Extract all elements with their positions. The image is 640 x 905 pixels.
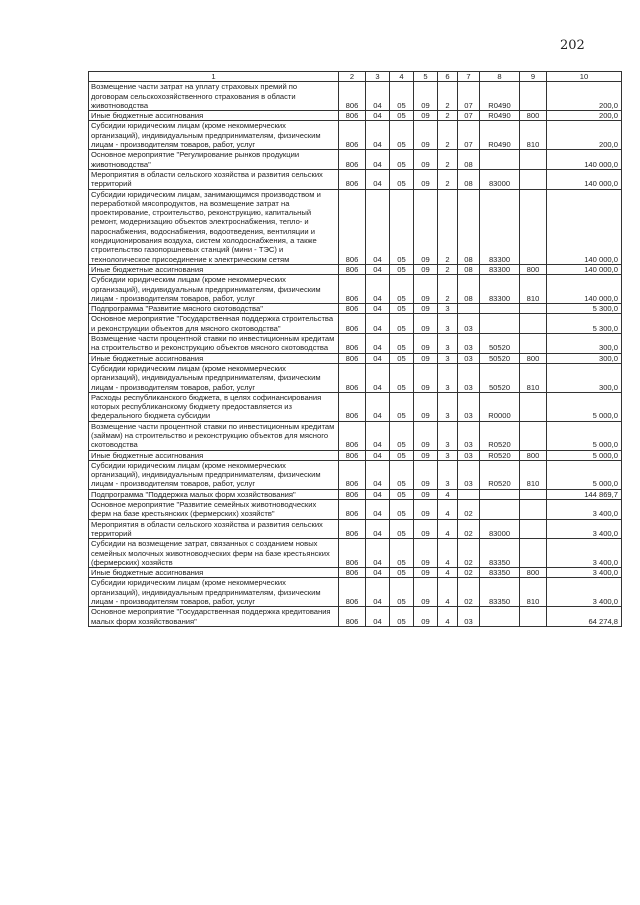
direction-code: [480, 304, 520, 314]
admin-code: 806: [339, 150, 366, 170]
program-code: 09: [414, 568, 438, 578]
subsection-code: 05: [390, 169, 414, 189]
subsection-code: 05: [390, 363, 414, 392]
direction-code: 50520: [480, 353, 520, 363]
event-code: 08: [458, 169, 480, 189]
subsection-code: 05: [390, 450, 414, 460]
subsection-code: 05: [390, 539, 414, 568]
subprogram-code: 2: [438, 264, 458, 274]
column-header: 3: [366, 72, 390, 82]
subprogram-code: 4: [438, 607, 458, 627]
table-row: [89, 460, 622, 489]
direction-code: R0520: [480, 421, 520, 450]
program-code: 09: [414, 539, 438, 568]
section-code: 04: [366, 264, 390, 274]
row-description: Иные бюджетные ассигнования: [89, 111, 339, 121]
direction-code: 83300: [480, 189, 520, 264]
program-code: 09: [414, 264, 438, 274]
subprogram-code: 2: [438, 275, 458, 304]
subprogram-code: 2: [438, 82, 458, 111]
section-code: 04: [366, 421, 390, 450]
amount: 140 000,0: [547, 189, 622, 264]
subprogram-code: 3: [438, 314, 458, 334]
admin-code: 806: [339, 460, 366, 489]
admin-code: 806: [339, 363, 366, 392]
column-header: 6: [438, 72, 458, 82]
section-code: 04: [366, 314, 390, 334]
table-row: [89, 353, 622, 363]
amount: 140 000,0: [547, 264, 622, 274]
expense-type-code: [520, 421, 547, 450]
section-code: 04: [366, 121, 390, 150]
direction-code: [480, 150, 520, 170]
program-code: 09: [414, 121, 438, 150]
direction-code: R0520: [480, 450, 520, 460]
amount: 3 400,0: [547, 519, 622, 539]
expense-type-code: [520, 150, 547, 170]
column-header: 7: [458, 72, 480, 82]
budget-table: [88, 71, 622, 627]
amount: 64 274,8: [547, 607, 622, 627]
table-row: [89, 275, 622, 304]
subprogram-code: 2: [438, 169, 458, 189]
expense-type-code: [520, 489, 547, 499]
event-code: 03: [458, 607, 480, 627]
row-description: Возмещение части процентной ставки по инвестиционным кредитам (займам) на строительство и реконструкцию объектов для мясного скотоводства: [89, 421, 339, 450]
amount: 5 000,0: [547, 450, 622, 460]
event-code: 02: [458, 568, 480, 578]
direction-code: 83350: [480, 578, 520, 607]
subprogram-code: 2: [438, 189, 458, 264]
event-code: 03: [458, 353, 480, 363]
section-code: 04: [366, 450, 390, 460]
event-code: 02: [458, 500, 480, 520]
subsection-code: 05: [390, 111, 414, 121]
row-description: Субсидии юридическим лицам (кроме некоммерческих организаций), индивидуальным предпринимателям, физическим лицам - производителям товаров, работ, услуг: [89, 121, 339, 150]
row-description: Иные бюджетные ассигнования: [89, 353, 339, 363]
expense-type-code: 800: [520, 264, 547, 274]
direction-code: 83350: [480, 568, 520, 578]
column-header: 2: [339, 72, 366, 82]
program-code: 09: [414, 519, 438, 539]
expense-type-code: [520, 392, 547, 421]
amount: 3 400,0: [547, 578, 622, 607]
row-description: Основное мероприятие "Регулирование рынков продукции животноводства": [89, 150, 339, 170]
table-row: [89, 519, 622, 539]
row-description: Мероприятия в области сельского хозяйства и развития сельских территорий: [89, 169, 339, 189]
direction-code: R0520: [480, 460, 520, 489]
subprogram-code: 4: [438, 519, 458, 539]
table-row: [89, 150, 622, 170]
row-description: Субсидии на возмещение затрат, связанных с созданием новых семейных молочных животноводческих ферм на базе крестьянских (фермерских) хозяйств: [89, 539, 339, 568]
subsection-code: 05: [390, 314, 414, 334]
row-description: Субсидии юридическим лицам, занимающимся производством и переработкой мясопродуктов, на возмещение затрат на проектирование, строительство, реконструкцию, капитальный ремонт, модернизацию объектов электроснабжения, тепло- и пароснабжения, водоснабжения, водоотведения, вентиляции и кондиционирования воздуха, систем холодоснабжения, а также строительство газопоршневых станций (мини - ТЭС) и технологическое присоединение к электрическим сетям: [89, 189, 339, 264]
subsection-code: 05: [390, 334, 414, 354]
program-code: 09: [414, 500, 438, 520]
admin-code: 806: [339, 421, 366, 450]
program-code: 09: [414, 353, 438, 363]
subprogram-code: 3: [438, 334, 458, 354]
event-code: 07: [458, 111, 480, 121]
subsection-code: 05: [390, 264, 414, 274]
expense-type-code: [520, 607, 547, 627]
table-row: [89, 121, 622, 150]
event-code: 08: [458, 189, 480, 264]
program-code: 09: [414, 460, 438, 489]
subprogram-code: 4: [438, 539, 458, 568]
column-header: 1: [89, 72, 339, 82]
table-row: [89, 539, 622, 568]
section-code: 04: [366, 82, 390, 111]
direction-code: [480, 607, 520, 627]
direction-code: [480, 500, 520, 520]
table-row: [89, 363, 622, 392]
subprogram-code: 3: [438, 363, 458, 392]
program-code: 09: [414, 275, 438, 304]
amount: 200,0: [547, 82, 622, 111]
amount: 144 869,7: [547, 489, 622, 499]
direction-code: 50520: [480, 363, 520, 392]
program-code: 09: [414, 82, 438, 111]
row-description: Возмещение части процентной ставки по инвестиционным кредитам на строительство и реконструкцию объектов мясного скотоводства: [89, 334, 339, 354]
row-description: Возмещение части затрат на уплату страховых премий по договорам сельскохозяйственного страхования в области животноводства: [89, 82, 339, 111]
admin-code: 806: [339, 82, 366, 111]
event-code: 08: [458, 264, 480, 274]
row-description: Иные бюджетные ассигнования: [89, 568, 339, 578]
event-code: 07: [458, 82, 480, 111]
subsection-code: 05: [390, 392, 414, 421]
subsection-code: 05: [390, 568, 414, 578]
admin-code: 806: [339, 578, 366, 607]
table-row: [89, 500, 622, 520]
admin-code: 806: [339, 353, 366, 363]
event-code: 03: [458, 334, 480, 354]
program-code: 09: [414, 150, 438, 170]
row-description: Подпрограмма "Поддержка малых форм хозяйствования": [89, 489, 339, 499]
event-code: [458, 304, 480, 314]
event-code: 03: [458, 314, 480, 334]
amount: 140 000,0: [547, 275, 622, 304]
section-code: 04: [366, 334, 390, 354]
amount: 300,0: [547, 353, 622, 363]
direction-code: R0490: [480, 111, 520, 121]
row-description: Основное мероприятие "Развитие семейных животноводческих ферм на базе крестьянских (фермерских) хозяйств": [89, 500, 339, 520]
event-code: [458, 489, 480, 499]
subsection-code: 05: [390, 150, 414, 170]
subsection-code: 05: [390, 489, 414, 499]
subprogram-code: 4: [438, 500, 458, 520]
row-description: Иные бюджетные ассигнования: [89, 450, 339, 460]
section-code: 04: [366, 111, 390, 121]
section-code: 04: [366, 169, 390, 189]
table-row: [89, 82, 622, 111]
amount: 3 400,0: [547, 539, 622, 568]
subsection-code: 05: [390, 121, 414, 150]
subprogram-code: 3: [438, 421, 458, 450]
row-description: Иные бюджетные ассигнования: [89, 264, 339, 274]
admin-code: 806: [339, 334, 366, 354]
amount: 5 000,0: [547, 460, 622, 489]
subprogram-code: 4: [438, 489, 458, 499]
row-description: Субсидии юридическим лицам (кроме некоммерческих организаций), индивидуальным предпринимателям, физическим лицам - производителям товаров, работ, услуг: [89, 460, 339, 489]
row-description: Мероприятия в области сельского хозяйства и развития сельских территорий: [89, 519, 339, 539]
expense-type-code: 810: [520, 460, 547, 489]
column-header: 5: [414, 72, 438, 82]
table-row: [89, 607, 622, 627]
subsection-code: 05: [390, 519, 414, 539]
event-code: 03: [458, 460, 480, 489]
direction-code: 83300: [480, 264, 520, 274]
admin-code: 806: [339, 392, 366, 421]
admin-code: 806: [339, 169, 366, 189]
direction-code: [480, 314, 520, 334]
subprogram-code: 3: [438, 392, 458, 421]
program-code: 09: [414, 189, 438, 264]
admin-code: 806: [339, 519, 366, 539]
subsection-code: 05: [390, 421, 414, 450]
admin-code: 806: [339, 314, 366, 334]
expense-type-code: 810: [520, 578, 547, 607]
program-code: 09: [414, 607, 438, 627]
expense-type-code: [520, 314, 547, 334]
subsection-code: 05: [390, 304, 414, 314]
admin-code: 806: [339, 500, 366, 520]
table-row: [89, 264, 622, 274]
event-code: 02: [458, 539, 480, 568]
table-row: [89, 334, 622, 354]
subsection-code: 05: [390, 500, 414, 520]
section-code: 04: [366, 392, 390, 421]
admin-code: 806: [339, 275, 366, 304]
expense-type-code: 810: [520, 275, 547, 304]
event-code: 03: [458, 450, 480, 460]
event-code: 03: [458, 392, 480, 421]
amount: 5 300,0: [547, 314, 622, 334]
table-row: [89, 578, 622, 607]
amount: 5 000,0: [547, 421, 622, 450]
admin-code: 806: [339, 539, 366, 568]
expense-type-code: [520, 169, 547, 189]
table-row: [89, 568, 622, 578]
subsection-code: 05: [390, 189, 414, 264]
table-header-row: [89, 72, 622, 82]
expense-type-code: [520, 519, 547, 539]
section-code: 04: [366, 578, 390, 607]
program-code: 09: [414, 363, 438, 392]
event-code: 03: [458, 363, 480, 392]
subprogram-code: 4: [438, 568, 458, 578]
event-code: 08: [458, 150, 480, 170]
admin-code: 806: [339, 304, 366, 314]
table-row: [89, 314, 622, 334]
admin-code: 806: [339, 111, 366, 121]
subprogram-code: 3: [438, 460, 458, 489]
page-number: 202: [560, 38, 585, 53]
row-description: Расходы республиканского бюджета, в целях софинансирования которых республиканскому бюджету предоставляется из федерального бюджета субсидии: [89, 392, 339, 421]
row-description: Основное мероприятие "Государственная поддержка кредитования малых форм хозяйствования": [89, 607, 339, 627]
subsection-code: 05: [390, 607, 414, 627]
section-code: 04: [366, 500, 390, 520]
admin-code: 806: [339, 264, 366, 274]
table-row: [89, 169, 622, 189]
subsection-code: 05: [390, 82, 414, 111]
subsection-code: 05: [390, 353, 414, 363]
amount: 200,0: [547, 111, 622, 121]
admin-code: 806: [339, 450, 366, 460]
table-row: [89, 304, 622, 314]
section-code: 04: [366, 607, 390, 627]
direction-code: R0000: [480, 392, 520, 421]
expense-type-code: [520, 82, 547, 111]
column-header: 10: [547, 72, 622, 82]
amount: 5 000,0: [547, 392, 622, 421]
section-code: 04: [366, 189, 390, 264]
event-code: 08: [458, 275, 480, 304]
section-code: 04: [366, 304, 390, 314]
amount: 3 400,0: [547, 500, 622, 520]
column-header: 4: [390, 72, 414, 82]
admin-code: 806: [339, 607, 366, 627]
program-code: 09: [414, 314, 438, 334]
amount: 300,0: [547, 363, 622, 392]
expense-type-code: 800: [520, 111, 547, 121]
column-header: 9: [520, 72, 547, 82]
subprogram-code: 2: [438, 121, 458, 150]
table-row: [89, 489, 622, 499]
admin-code: 806: [339, 568, 366, 578]
amount: 140 000,0: [547, 150, 622, 170]
subsection-code: 05: [390, 460, 414, 489]
expense-type-code: [520, 539, 547, 568]
table-row: [89, 450, 622, 460]
program-code: 09: [414, 111, 438, 121]
program-code: 09: [414, 334, 438, 354]
subprogram-code: 3: [438, 304, 458, 314]
direction-code: 83000: [480, 169, 520, 189]
event-code: 03: [458, 421, 480, 450]
section-code: 04: [366, 489, 390, 499]
column-header: 8: [480, 72, 520, 82]
program-code: 09: [414, 304, 438, 314]
subprogram-code: 4: [438, 578, 458, 607]
table-row: [89, 189, 622, 264]
section-code: 04: [366, 353, 390, 363]
expense-type-code: [520, 500, 547, 520]
program-code: 09: [414, 169, 438, 189]
program-code: 09: [414, 392, 438, 421]
row-description: Основное мероприятие "Государственная поддержка строительства и реконструкции объектов для мясного скотоводства": [89, 314, 339, 334]
section-code: 04: [366, 568, 390, 578]
admin-code: 806: [339, 121, 366, 150]
amount: 300,0: [547, 334, 622, 354]
subsection-code: 05: [390, 578, 414, 607]
expense-type-code: [520, 189, 547, 264]
admin-code: 806: [339, 189, 366, 264]
direction-code: R0490: [480, 82, 520, 111]
direction-code: 83300: [480, 275, 520, 304]
row-description: Подпрограмма "Развитие мясного скотоводства": [89, 304, 339, 314]
section-code: 04: [366, 363, 390, 392]
table-row: [89, 392, 622, 421]
expense-type-code: 800: [520, 353, 547, 363]
expense-type-code: [520, 304, 547, 314]
section-code: 04: [366, 275, 390, 304]
section-code: 04: [366, 519, 390, 539]
expense-type-code: 810: [520, 363, 547, 392]
expense-type-code: 800: [520, 450, 547, 460]
expense-type-code: 800: [520, 568, 547, 578]
section-code: 04: [366, 539, 390, 568]
amount: 140 000,0: [547, 169, 622, 189]
direction-code: 83000: [480, 519, 520, 539]
subprogram-code: 2: [438, 150, 458, 170]
amount: 5 300,0: [547, 304, 622, 314]
program-code: 09: [414, 450, 438, 460]
row-description: Субсидии юридическим лицам (кроме некоммерческих организаций), индивидуальным предпринимателям, физическим лицам - производителям товаров, работ, услуг: [89, 578, 339, 607]
section-code: 04: [366, 460, 390, 489]
admin-code: 806: [339, 489, 366, 499]
event-code: 07: [458, 121, 480, 150]
subprogram-code: 3: [438, 450, 458, 460]
amount: 200,0: [547, 121, 622, 150]
row-description: Субсидии юридическим лицам (кроме некоммерческих организаций), индивидуальным предпринимателям, физическим лицам - производителям товаров, работ, услуг: [89, 275, 339, 304]
row-description: Субсидии юридическим лицам (кроме некоммерческих организаций), индивидуальным предпринимателям, физическим лицам - производителям товаров, работ, услуг: [89, 363, 339, 392]
expense-type-code: [520, 334, 547, 354]
program-code: 09: [414, 578, 438, 607]
program-code: 09: [414, 421, 438, 450]
table-row: [89, 111, 622, 121]
amount: 3 400,0: [547, 568, 622, 578]
direction-code: R0490: [480, 121, 520, 150]
section-code: 04: [366, 150, 390, 170]
direction-code: [480, 489, 520, 499]
subsection-code: 05: [390, 275, 414, 304]
direction-code: 50520: [480, 334, 520, 354]
program-code: 09: [414, 489, 438, 499]
subprogram-code: 2: [438, 111, 458, 121]
expense-type-code: 810: [520, 121, 547, 150]
event-code: 02: [458, 578, 480, 607]
subprogram-code: 3: [438, 353, 458, 363]
direction-code: 83350: [480, 539, 520, 568]
event-code: 02: [458, 519, 480, 539]
table-row: [89, 421, 622, 450]
